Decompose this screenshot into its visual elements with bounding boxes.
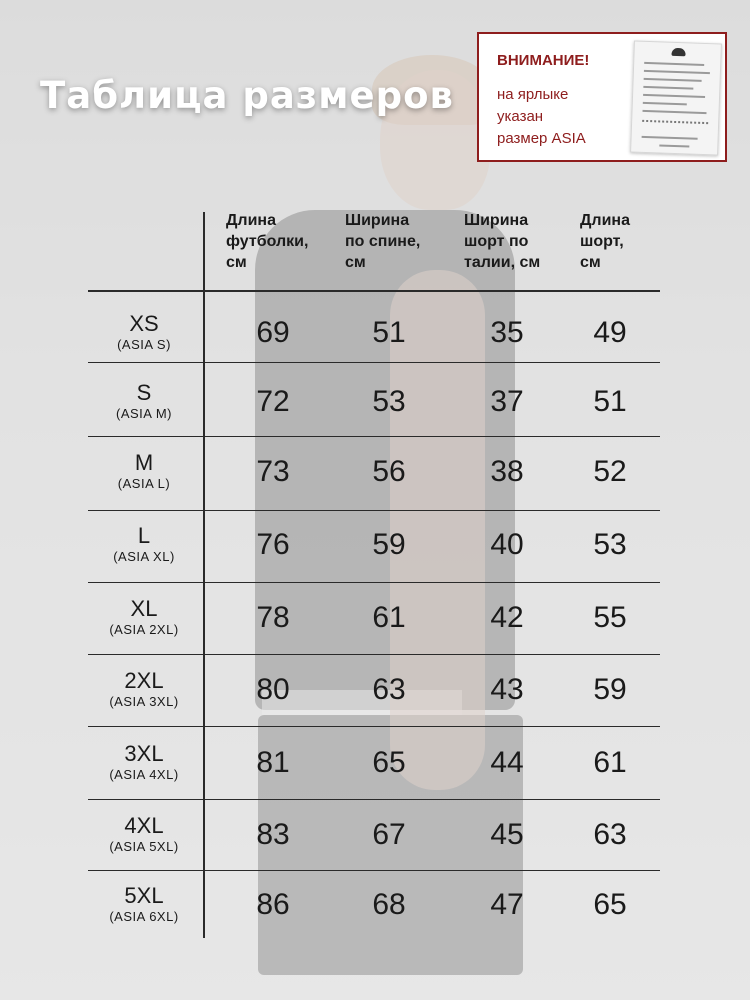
asia-size-name: (ASIA XL) (113, 549, 175, 564)
notice-line-2: указан (497, 108, 544, 125)
table-cell-value: 56 (372, 455, 406, 488)
header-waist-width: Ширина шорт по талии, см (464, 212, 541, 271)
table-cell-value: 59 (372, 528, 406, 561)
asia-size-name: (ASIA S) (117, 337, 171, 352)
table-cell-value: 63 (593, 818, 627, 851)
row-divider (88, 654, 660, 655)
table-cell-value: 61 (372, 601, 406, 634)
care-symbols-icon (642, 120, 708, 130)
table-cell-value: 47 (490, 888, 524, 921)
notice-line-1: на ярлыке (497, 86, 569, 103)
table-cell-value: 35 (490, 316, 524, 349)
table-cell-value: 42 (490, 601, 524, 634)
header-shorts-length: Длина шорт, см (580, 212, 630, 271)
header-shirt-length: Длина футболки, см (226, 212, 309, 271)
size-name: 3XL (124, 741, 164, 766)
table-cell-value: 55 (593, 601, 627, 634)
size-label (88, 813, 200, 855)
table-cell-value: 61 (593, 746, 627, 779)
row-divider (88, 362, 660, 363)
asia-size-name: (ASIA 3XL) (109, 694, 179, 709)
size-name: S (136, 380, 152, 405)
size-name: 4XL (124, 813, 164, 838)
size-name: L (137, 523, 151, 548)
table-cell-value: 45 (490, 818, 524, 851)
asia-size-name: (ASIA 5XL) (109, 839, 179, 854)
table-cell-value: 51 (593, 385, 627, 418)
page-title: Таблица размеров (40, 74, 454, 117)
row-divider (88, 290, 660, 292)
size-label (88, 523, 200, 565)
table-cell-value: 40 (490, 528, 524, 561)
table-cell-value: 78 (256, 601, 290, 634)
table-cell-value: 38 (490, 455, 524, 488)
row-divider (88, 510, 660, 511)
table-cell-value: 53 (593, 528, 627, 561)
header-back-width: Ширина по спине, см (345, 212, 421, 271)
table-cell-value: 83 (256, 818, 290, 851)
row-divider (88, 799, 660, 800)
brand-logo-icon (671, 48, 685, 56)
size-name: XL (130, 596, 158, 621)
table-cell-value: 59 (593, 673, 627, 706)
table-cell-value: 65 (372, 746, 406, 779)
notice-line-3: размер ASIA (497, 130, 586, 147)
size-name: M (134, 450, 154, 475)
table-cell-value: 53 (372, 385, 406, 418)
table-cell-value: 51 (372, 316, 406, 349)
table-cell-value: 52 (593, 455, 627, 488)
size-label (88, 596, 200, 638)
table-cell-value: 68 (372, 888, 406, 921)
row-divider (88, 870, 660, 871)
table-cell-value: 44 (490, 746, 524, 779)
size-label (88, 380, 200, 422)
clothing-label-image (630, 40, 722, 155)
table-cell-value: 81 (256, 746, 290, 779)
table-cell-value: 80 (256, 673, 290, 706)
table-cell-value: 63 (372, 673, 406, 706)
asia-size-name: (ASIA M) (115, 406, 172, 421)
size-label (88, 741, 200, 783)
row-divider (88, 582, 660, 583)
asia-size-notice (477, 32, 727, 162)
table-cell-value: 76 (256, 528, 290, 561)
size-label (88, 311, 200, 353)
table-cell-value: 43 (490, 673, 524, 706)
asia-size-name: (ASIA L) (117, 476, 171, 491)
size-label (88, 450, 200, 492)
row-divider (88, 726, 660, 727)
asia-size-name: (ASIA 4XL) (109, 767, 179, 782)
row-divider (88, 436, 660, 437)
size-name: XS (129, 311, 159, 336)
table-cell-value: 69 (256, 316, 290, 349)
table-cell-value: 86 (256, 888, 290, 921)
size-label (88, 668, 200, 710)
table-cell-value: 65 (593, 888, 627, 921)
table-vertical-divider (203, 212, 205, 938)
notice-heading: ВНИМАНИЕ! (497, 52, 590, 69)
size-name: 2XL (124, 668, 164, 693)
asia-size-name: (ASIA 2XL) (109, 622, 179, 637)
table-cell-value: 67 (372, 818, 406, 851)
size-name: 5XL (124, 883, 164, 908)
table-cell-value: 49 (593, 316, 627, 349)
table-cell-value: 73 (256, 455, 290, 488)
size-label (88, 883, 200, 925)
table-cell-value: 72 (256, 385, 290, 418)
asia-size-name: (ASIA 6XL) (109, 909, 179, 924)
table-cell-value: 37 (490, 385, 524, 418)
